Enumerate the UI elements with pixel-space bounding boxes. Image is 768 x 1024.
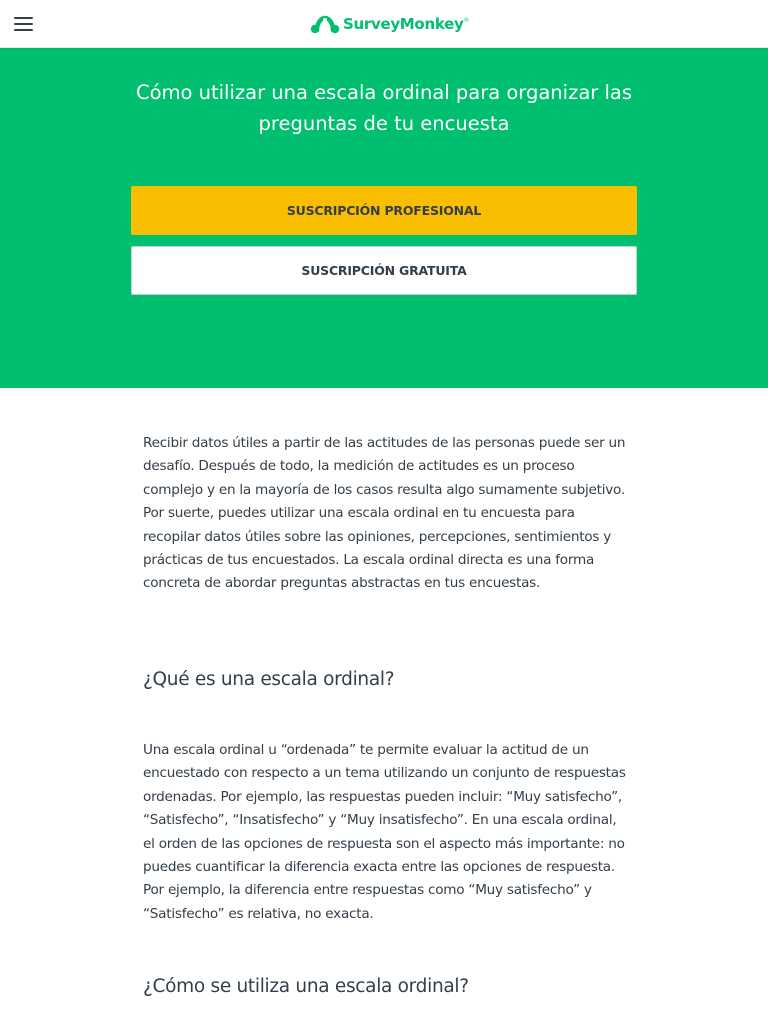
pro-subscription-button[interactable]: SUSCRIPCIÓN PROFESIONAL [131, 186, 637, 235]
registered-mark: ® [463, 17, 470, 24]
logo-text: SurveyMonkey [343, 15, 464, 33]
free-subscription-button[interactable]: SUSCRIPCIÓN GRATUITA [131, 246, 637, 295]
surveymonkey-logo-icon [310, 14, 340, 34]
section-heading-what-is: ¿Qué es una escala ordinal? [143, 669, 395, 690]
surveymonkey-logo[interactable] [310, 12, 469, 36]
menu-line [14, 23, 33, 25]
intro-paragraph: Recibir datos útiles a partir de las actitudes de las personas puede ser un desafío. Después de todo, la medición de actitudes es un proceso complejo y en la mayoría de los casos resulta algo sumamente subjetivo. Por suerte, puedes utilizar una escala ordinal en tu encuesta para recopilar datos útiles sobre las opiniones, percepciones, sentimientos y prácticas de tus encuestados. La escala ordinal directa es una forma concreta de abordar preguntas abstractas en tus encuestas. [143, 435, 626, 592]
menu-line [14, 29, 33, 31]
top-navigation-bar [0, 0, 768, 48]
hero-banner [0, 48, 768, 388]
definition-paragraph: Una escala ordinal u “ordenada” te permite evaluar la actitud de un encuestado con respecto a un tema utilizando un conjunto de respuestas ordenadas. Por ejemplo, las respuestas pueden incluir: “Muy satisfecho”, “Satisfecho”, “Insatisfecho” y “Muy insatisfecho”. En una escala ordinal, el orden de las opciones de respuesta son el aspecto más importante: no puedes cuantificar la diferencia exacta entre las opciones de respuesta. Por ejemplo, la diferencia entre respuestas como “Muy satisfecho” y “Satisfecho” es relativa, no exacta. [143, 742, 626, 922]
hamburger-menu-icon[interactable] [12, 12, 36, 36]
menu-line [14, 17, 33, 19]
page-title: Cómo utilizar una escala ordinal para organizar las preguntas de tu encuesta [135, 81, 633, 135]
section-heading-how-to-use: ¿Cómo se utiliza una escala ordinal? [143, 976, 469, 997]
